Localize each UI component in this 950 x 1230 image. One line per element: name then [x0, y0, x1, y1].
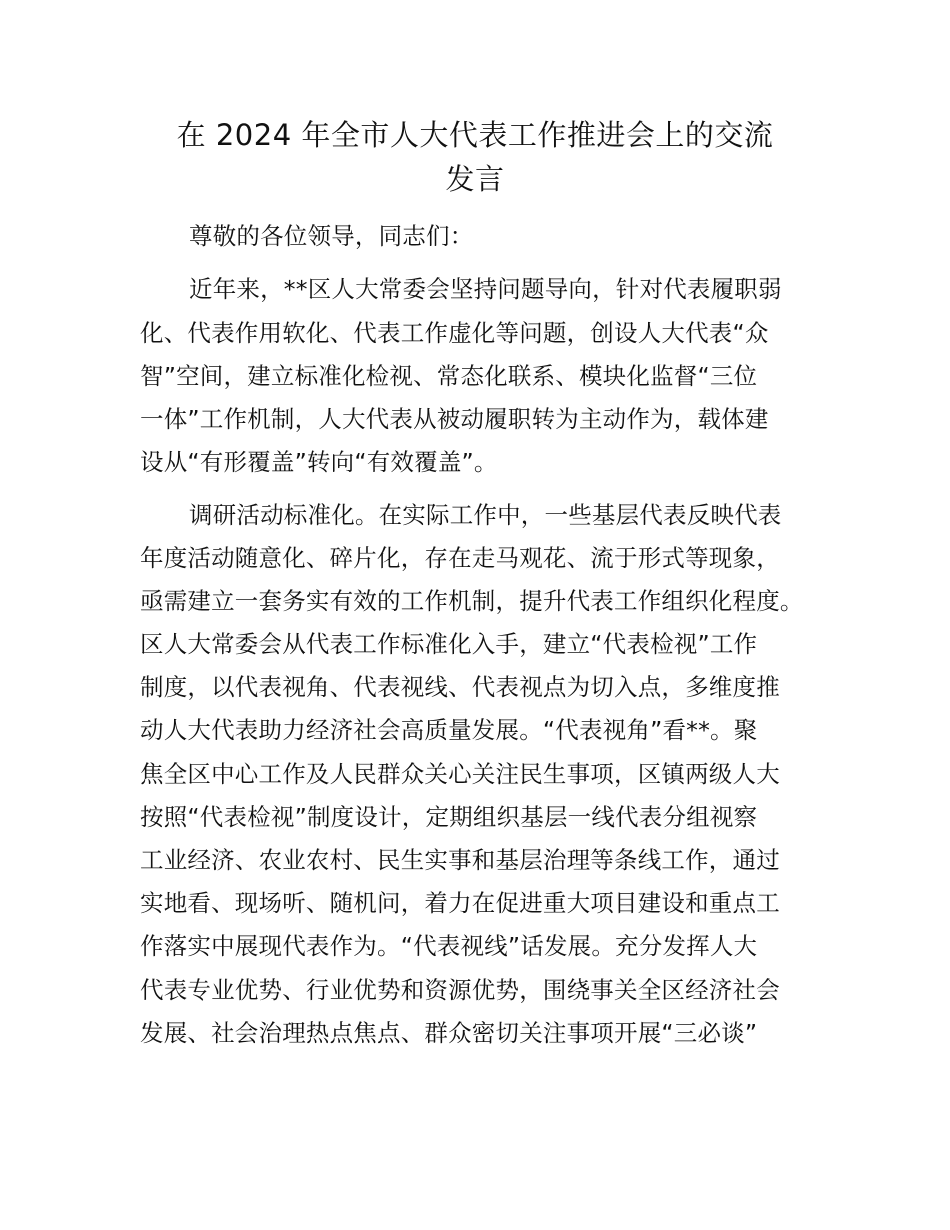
paragraph-2-line: 亟需建立一套务实有效的工作机制，提升代表工作组织化程度。 — [140, 587, 804, 615]
paragraph-1-line: 近年来，**区人大常委会坚持问题导向，针对代表履职弱 — [189, 275, 782, 303]
paragraph-2-line: 代表专业优势、行业优势和资源优势，围绕事关全区经济社会 — [140, 976, 780, 1004]
paragraph-2-line: 区人大常委会从代表工作标准化入手，建立“代表检视”工作 — [140, 630, 758, 658]
salutation: 尊敬的各位领导，同志们： — [189, 222, 474, 250]
paragraph-2-line: 动人大代表助力经济社会高质量发展。“代表视角”看**。聚 — [140, 716, 758, 744]
paragraph-2-line: 按照“代表检视”制度设计，定期组织基层一线代表分组视察 — [140, 803, 758, 831]
paragraph-2-line: 制度，以代表视角、代表视线、代表视点为切入点，多维度推 — [140, 673, 780, 701]
paragraph-2-line: 焦全区中心工作及人民群众关心关注民生事项，区镇两级人大 — [140, 760, 780, 788]
paragraph-2-line: 实地看、现场听、随机问，着力在促进重大项目建设和重点工 — [140, 889, 780, 917]
paragraph-2-line: 调研活动标准化。在实际工作中，一些基层代表反映代表 — [189, 501, 782, 529]
paragraph-2-line: 工业经济、农业农村、民生实事和基层治理等条线工作，通过 — [140, 846, 780, 874]
document-title-line-2: 发言 — [445, 162, 505, 196]
paragraph-1-line: 智”空间，建立标准化检视、常态化联系、模块化监督“三位 — [140, 362, 758, 390]
paragraph-2-line: 作落实中展现代表作为。“代表视线”话发展。充分发挥人大 — [140, 932, 758, 960]
paragraph-1-line: 设从“有形覆盖”转向“有效覆盖”。 — [140, 448, 498, 476]
paragraph-1-line: 化、代表作用软化、代表工作虚化等问题，创设人大代表“众 — [140, 319, 769, 347]
paragraph-2-line: 发展、社会治理热点焦点、群众密切关注事项开展“三必谈” — [140, 1019, 758, 1047]
paragraph-2-line: 年度活动随意化、碎片化，存在走马观花、流于形式等现象， — [140, 544, 780, 572]
document-title-line-1: 在 2024 年全市人大代表工作推进会上的交流 — [176, 118, 774, 152]
paragraph-1-line: 一体”工作机制，人大代表从被动履职转为主动作为，载体建 — [140, 405, 769, 433]
